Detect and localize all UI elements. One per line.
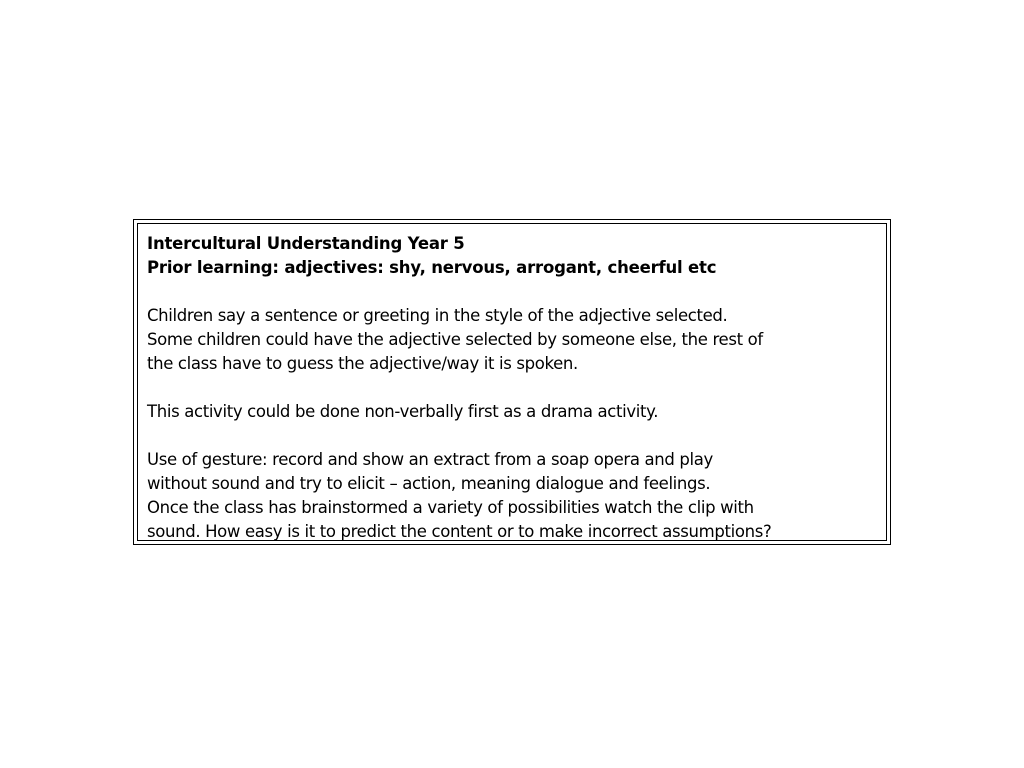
document-frame-inner <box>137 223 887 541</box>
prior-learning-line: Prior learning: adjectives: shy, nervous, arrogant, cheerful etc <box>147 258 717 277</box>
paragraph-2-line: This activity could be done non-verbally first as a drama activity. <box>147 402 659 421</box>
paragraph-spacer <box>147 424 886 448</box>
document-title: Intercultural Understanding Year 5 <box>147 234 465 253</box>
lesson-text-block <box>147 232 886 544</box>
paragraph-3-line: Use of gesture: record and show an extract from a soap opera and play <box>147 450 713 469</box>
paragraph-1-line: Children say a sentence or greeting in the style of the adjective selected. <box>147 306 728 325</box>
paragraph-spacer <box>147 376 886 400</box>
paragraph-1-line: Some children could have the adjective selected by someone else, the rest of <box>147 330 763 349</box>
paragraph-spacer <box>147 280 886 304</box>
paragraph-3-line: Once the class has brainstormed a variety of possibilities watch the clip with <box>147 498 754 517</box>
document-frame-outer <box>133 219 891 545</box>
paragraph-3-line: sound. How easy is it to predict the content or to make incorrect assumptions? <box>147 522 772 541</box>
paragraph-1-line: the class have to guess the adjective/way it is spoken. <box>147 354 578 373</box>
paragraph-3-line: without sound and try to elicit – action, meaning dialogue and feelings. <box>147 474 711 493</box>
